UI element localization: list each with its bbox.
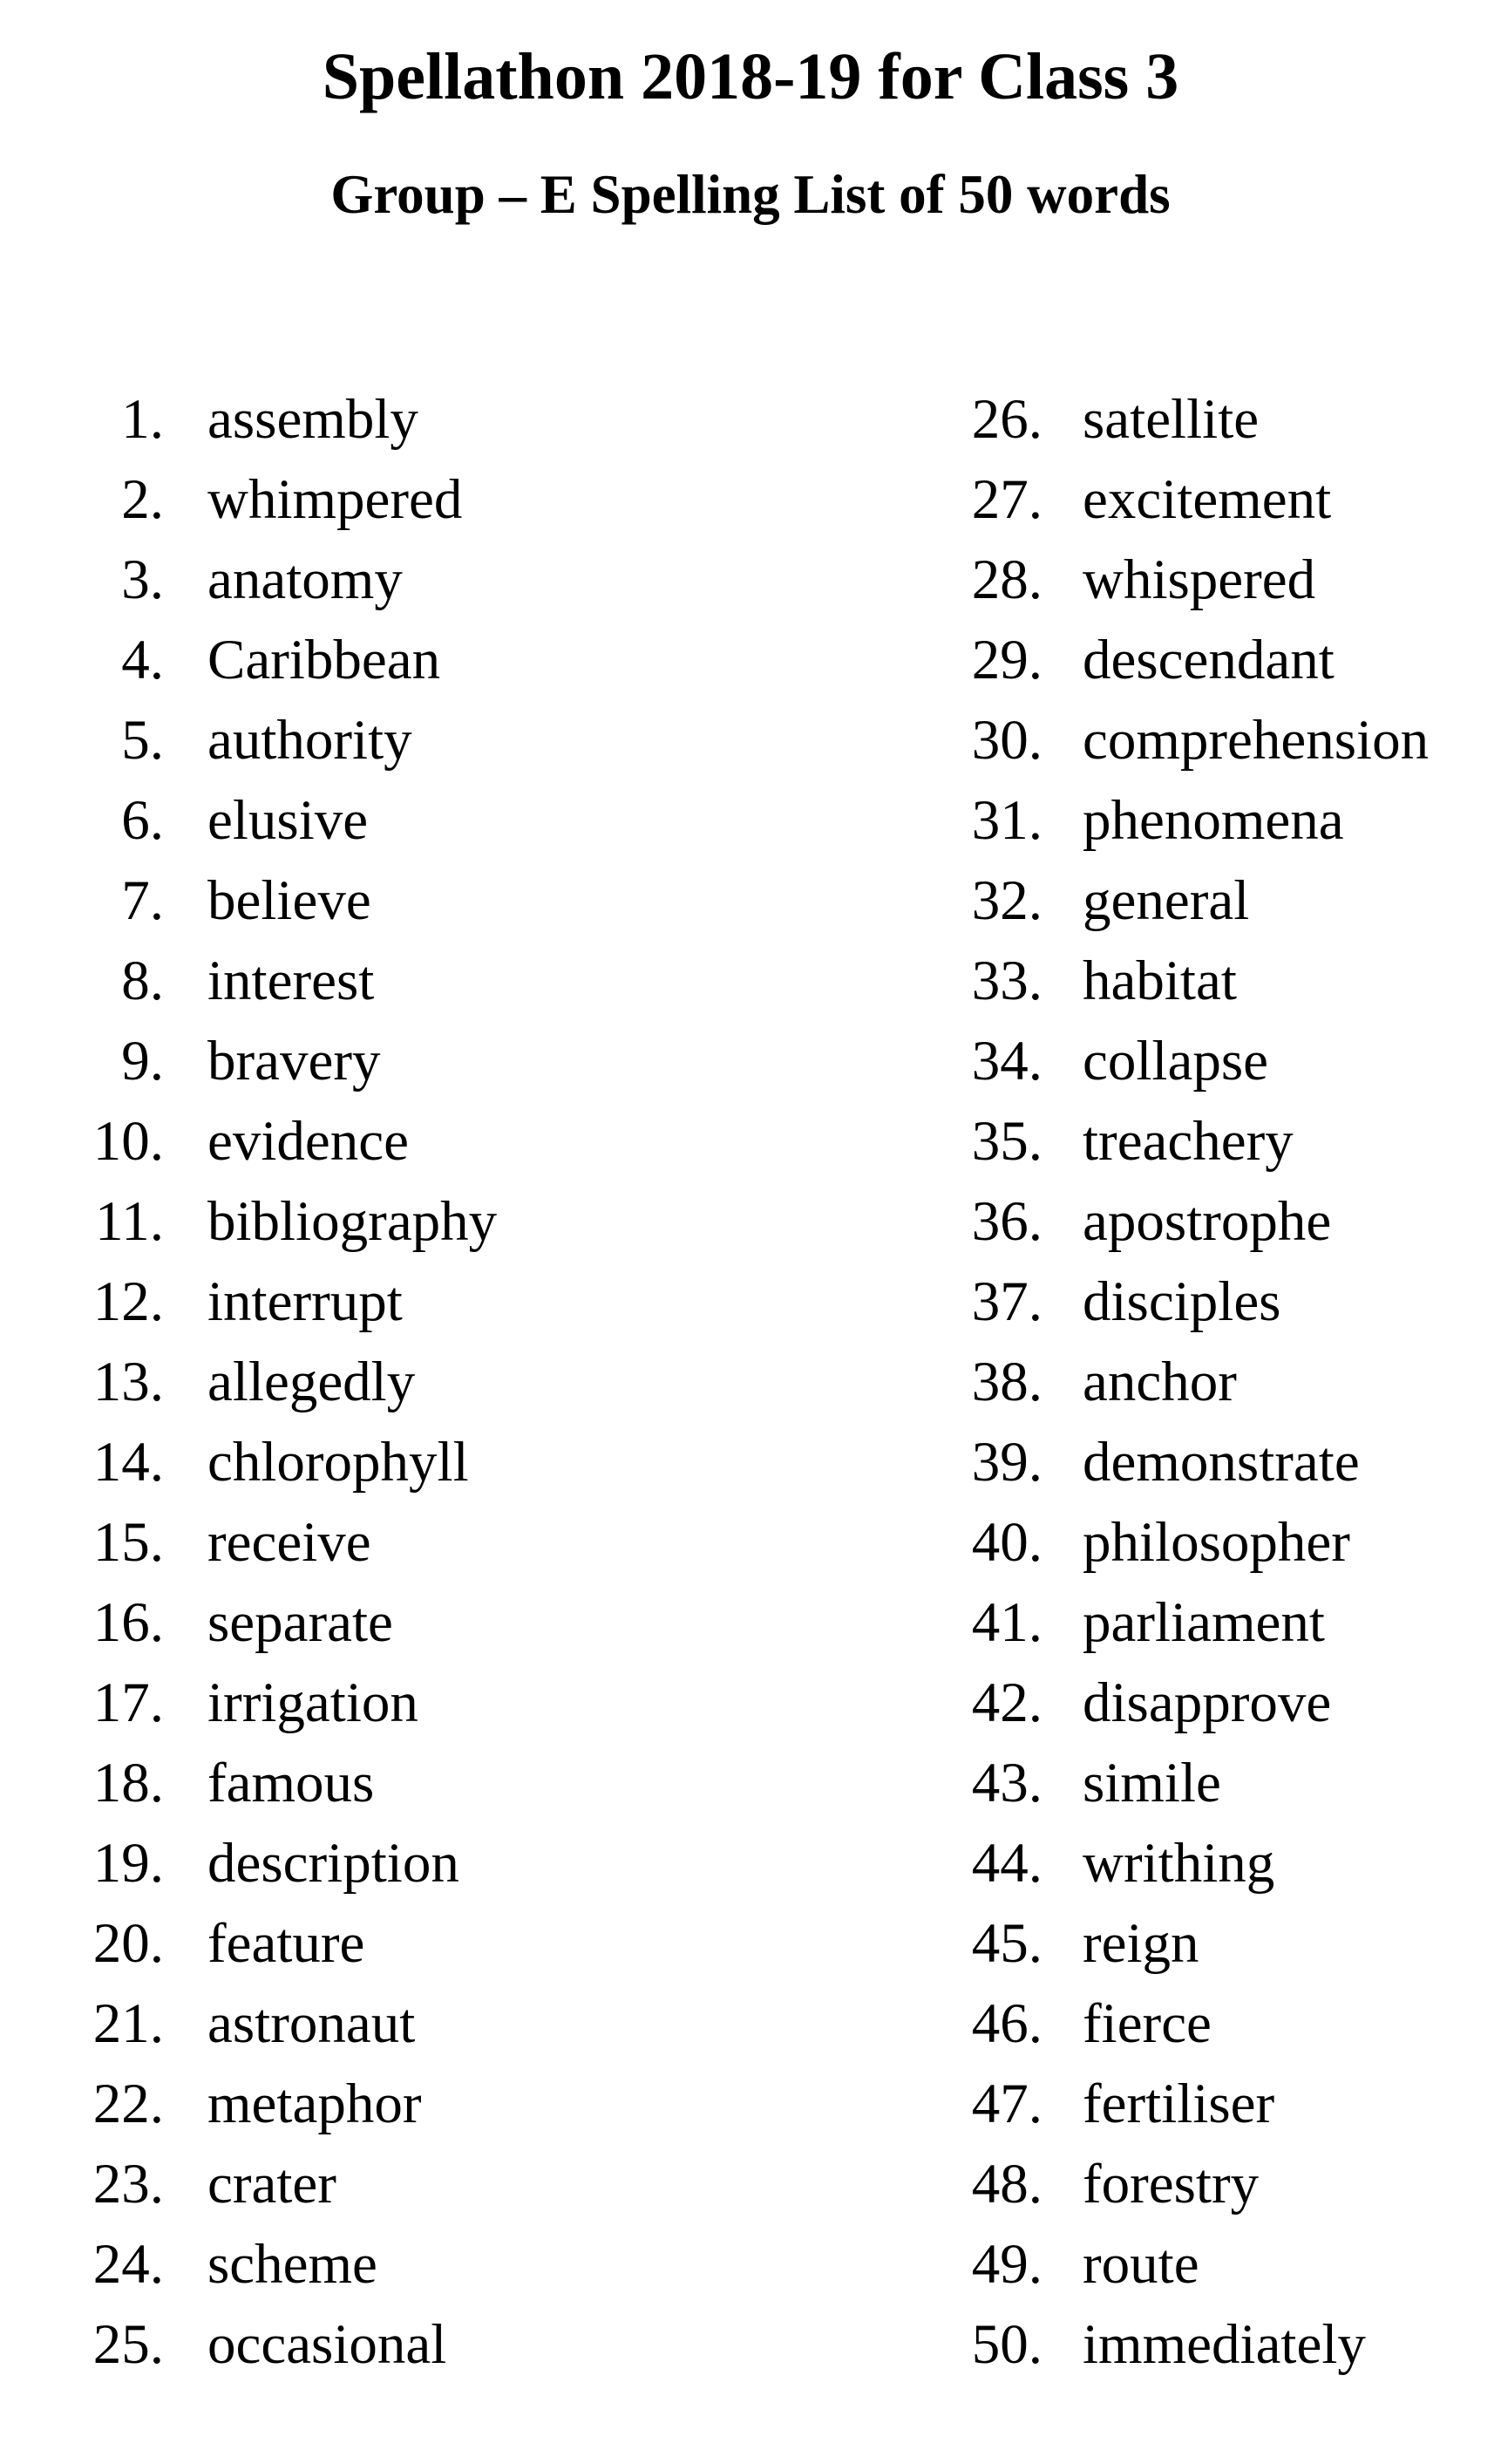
list-item-word: fertiliser	[1083, 2073, 1275, 2135]
list-item-word: description	[207, 1832, 459, 1895]
list-item-number: 24.	[92, 2233, 164, 2296]
list-item-number: 48.	[971, 2153, 1043, 2216]
list-item-word: route	[1083, 2233, 1199, 2296]
list-item-number: 23.	[92, 2153, 164, 2216]
list-item-number: 17.	[92, 1671, 164, 1734]
list-item-word: descendant	[1083, 629, 1335, 691]
list-item-word: feature	[207, 1912, 365, 1975]
list-item-number: 20.	[92, 1912, 164, 1975]
list-item-word: scheme	[207, 2233, 377, 2296]
list-item-number: 50.	[971, 2313, 1043, 2376]
list-item-word: famous	[207, 1752, 375, 1814]
list-item-number: 34.	[971, 1030, 1043, 1092]
list-item-number: 28.	[971, 548, 1043, 611]
list-item-number: 31.	[971, 789, 1043, 852]
list-item-word: evidence	[207, 1110, 409, 1173]
list-item-word: phenomena	[1083, 789, 1344, 852]
list-item-word: disciples	[1083, 1270, 1281, 1333]
list-item-number: 49.	[971, 2233, 1043, 2296]
list-item-number: 9.	[121, 1030, 164, 1092]
list-item-number: 26.	[971, 388, 1043, 451]
list-item-number: 44.	[971, 1832, 1043, 1895]
list-item-number: 32.	[971, 869, 1043, 932]
list-item-word: habitat	[1083, 950, 1237, 1012]
list-item-word: assembly	[207, 388, 418, 451]
list-item-word: satellite	[1083, 388, 1260, 451]
list-item-number: 8.	[121, 950, 164, 1012]
list-item-word: occasional	[207, 2313, 447, 2376]
list-item-number: 2.	[121, 468, 164, 531]
list-item-word: irrigation	[207, 1671, 418, 1734]
list-item-number: 40.	[971, 1511, 1043, 1574]
list-item-word: chlorophyll	[207, 1431, 469, 1494]
list-item-word: elusive	[207, 789, 369, 852]
list-item-number: 36.	[971, 1190, 1043, 1253]
page-title: Spellathon 2018-19 for Class 3	[322, 40, 1179, 113]
list-item-word: immediately	[1083, 2313, 1366, 2376]
list-item-number: 45.	[971, 1912, 1043, 1975]
list-item-word: fierce	[1083, 1992, 1212, 2055]
list-item-number: 22.	[92, 2073, 164, 2135]
list-item-word: collapse	[1083, 1030, 1268, 1092]
list-item-number: 25.	[92, 2313, 164, 2376]
list-item-word: comprehension	[1083, 709, 1430, 772]
list-item-number: 41.	[971, 1591, 1043, 1654]
list-item-number: 13.	[92, 1351, 164, 1413]
list-item-word: whimpered	[207, 468, 463, 531]
list-item-number: 46.	[971, 1992, 1043, 2055]
list-item-word: anchor	[1083, 1351, 1237, 1413]
list-item-number: 10.	[92, 1110, 164, 1173]
list-item-number: 42.	[971, 1671, 1043, 1734]
list-item-number: 7.	[121, 869, 164, 932]
list-item-number: 5.	[121, 709, 164, 772]
list-item-word: general	[1083, 869, 1250, 932]
list-item-word: reign	[1083, 1912, 1199, 1975]
list-item-word: simile	[1083, 1752, 1221, 1814]
list-item-number: 39.	[971, 1431, 1043, 1494]
list-item-number: 18.	[92, 1752, 164, 1814]
list-item-word: separate	[207, 1591, 393, 1654]
list-item-number: 21.	[92, 1992, 164, 2055]
page-subtitle: Group – E Spelling List of 50 words	[330, 164, 1171, 225]
list-item-number: 6.	[121, 789, 164, 852]
list-item-number: 30.	[971, 709, 1043, 772]
list-item-word: anatomy	[207, 548, 403, 611]
list-item-number: 33.	[971, 950, 1043, 1012]
list-item-word: Caribbean	[207, 629, 441, 691]
list-item-number: 4.	[121, 629, 164, 691]
list-item-word: bibliography	[207, 1190, 498, 1253]
list-item-word: treachery	[1083, 1110, 1294, 1173]
list-item-word: demonstrate	[1083, 1431, 1360, 1494]
list-item-word: metaphor	[207, 2073, 422, 2135]
list-item-number: 38.	[971, 1351, 1043, 1413]
list-item-word: crater	[207, 2153, 336, 2216]
list-item-word: parliament	[1083, 1591, 1325, 1654]
list-item-word: excitement	[1083, 468, 1332, 531]
list-item-word: interest	[207, 950, 375, 1012]
list-item-number: 27.	[971, 468, 1043, 531]
list-item-word: receive	[207, 1511, 371, 1574]
list-item-number: 29.	[971, 629, 1043, 691]
list-item-number: 16.	[92, 1591, 164, 1654]
list-item-number: 47.	[971, 2073, 1043, 2135]
list-item-number: 14.	[92, 1431, 164, 1494]
list-item-number: 43.	[971, 1752, 1043, 1814]
list-item-number: 37.	[971, 1270, 1043, 1333]
list-item-number: 35.	[971, 1110, 1043, 1173]
list-item-word: authority	[207, 709, 412, 772]
list-item-word: interrupt	[207, 1270, 403, 1333]
list-item-word: bravery	[207, 1030, 381, 1092]
list-item-number: 19.	[92, 1832, 164, 1895]
list-item-word: allegedly	[207, 1351, 416, 1413]
list-item-word: disapprove	[1083, 1671, 1332, 1734]
list-item-word: philosopher	[1083, 1511, 1350, 1574]
list-item-word: forestry	[1083, 2153, 1260, 2216]
list-item-word: writhing	[1083, 1832, 1275, 1895]
list-item-number: 3.	[121, 548, 164, 611]
list-item-word: astronaut	[207, 1992, 416, 2055]
list-item-word: believe	[207, 869, 371, 932]
list-item-number: 1.	[121, 388, 164, 451]
list-item-word: apostrophe	[1083, 1190, 1332, 1253]
list-item-word: whispered	[1083, 548, 1316, 611]
list-item-number: 11.	[95, 1190, 164, 1253]
list-item-number: 15.	[92, 1511, 164, 1574]
list-item-number: 12.	[92, 1270, 164, 1333]
